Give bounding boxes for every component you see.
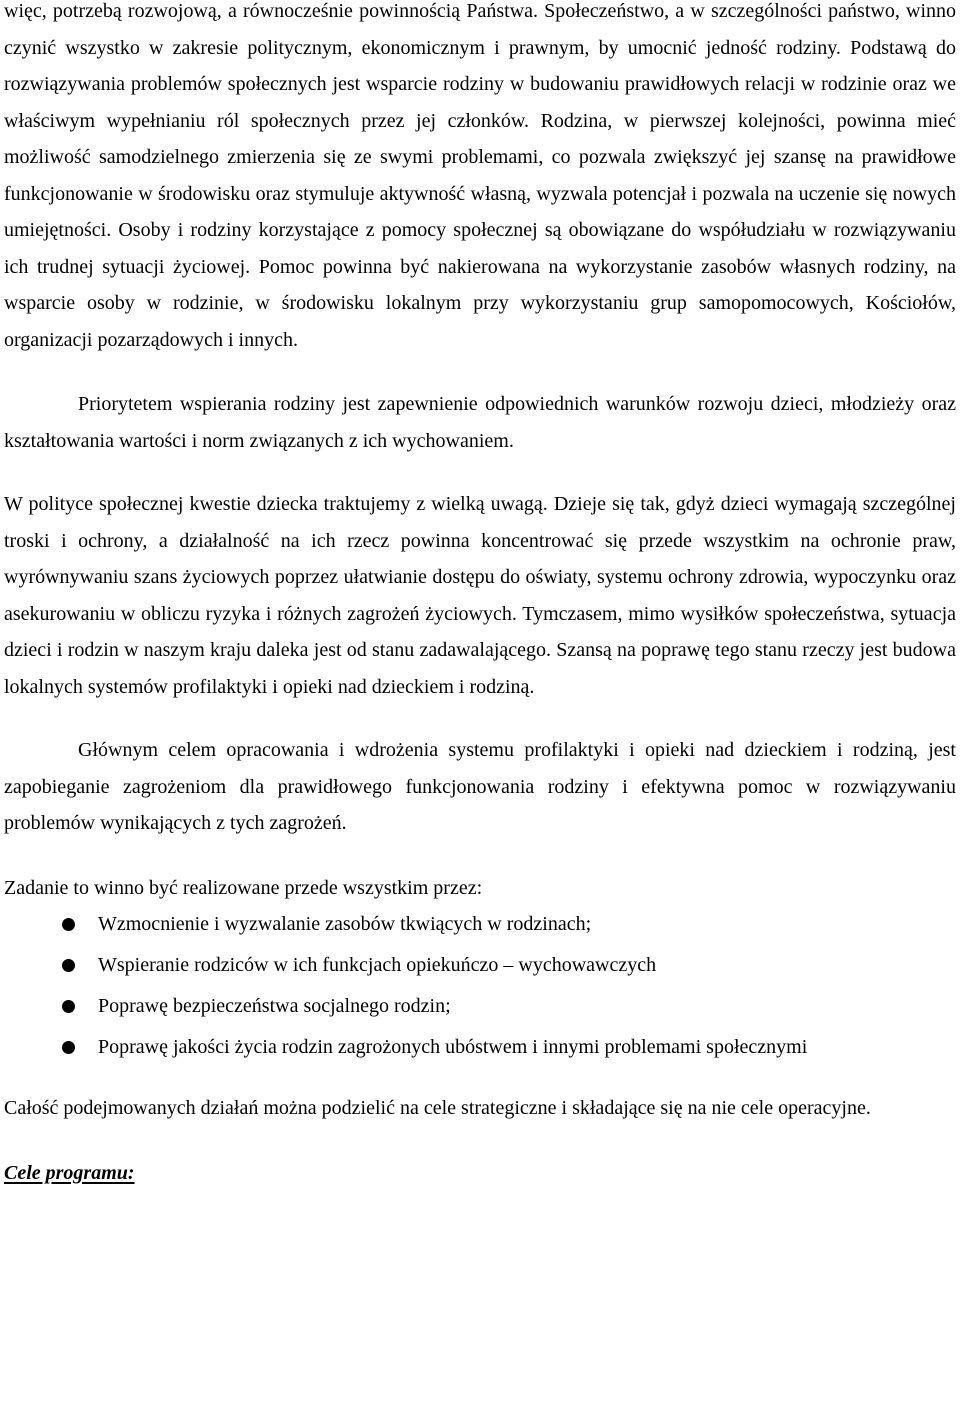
list-item <box>4 988 956 1025</box>
section-heading <box>4 1155 956 1192</box>
list-item <box>4 1029 956 1066</box>
bullet-dot-icon <box>62 1041 75 1054</box>
bullet-dot-icon <box>62 1000 75 1013</box>
paragraph-task-intro: Zadanie to winno być realizowane przede wszystkim przez: <box>4 876 483 899</box>
list-item-text: Wzmocnienie i wyzwalanie zasobów tkwiących w rodzinach; <box>98 913 592 935</box>
list-item <box>4 947 956 984</box>
paragraph-main-goal: Głównym celem opracowania i wdrożenia systemu profilaktyki i opieki nad dzieckiem i rodziną, jest zapobieganie zagrożeniom dla prawidłowego funkcjonowania rodziny i efektywna pomoc w rozwiązywaniu problemów wynikających z tych zagrożeń. <box>4 739 956 834</box>
paragraph-child-policy: W polityce społecznej kwestie dziecka traktujemy z wielką uwagą. Dzieje się tak, gdyż dzieci wymagają szczególnej troski i ochrony, a działalność na ich rzecz powinna koncentrować się przede wszystkim na ochronie praw, wyrównywaniu szans życiowych poprzez ułatwianie dostępu do oświaty, systemu ochrony zdrowia, wypoczynku oraz asekurowaniu w obliczu ryzyka i różnych zagrożeń życiowych. Tymczasem, mimo wysiłków społeczeństwa, sytuacja dzieci i rodzin w naszym kraju daleka jest od stanu zadawalającego. Szansą na poprawę tego stanu rzeczy jest budowa lokalnych systemów profilaktyki i opieki nad dzieckiem i rodziną. <box>4 493 956 698</box>
paragraph-summary: Całość podejmowanych działań można podzielić na cele strategiczne i składające się na nie cele operacyjne. <box>4 1097 871 1119</box>
list-item-text: Poprawę jakości życia rodzin zagrożonych ubóstwem i innymi problemami społecznymi <box>98 1036 808 1058</box>
list-item-text: Wspieranie rodziców w ich funkcjach opiekuńczo – wychowawczych <box>98 954 657 976</box>
paragraph-family-support: więc, potrzebą rozwojową, a równocześnie powinnością Państwa. Społeczeństwo, a w szczególności państwo, winno czynić wszystko w zakresie politycznym, ekonomicznym i prawnym, by umocnić jedność rodziny. Podstawą do rozwiązywania problemów społecznych jest wsparcie rodziny w budowaniu prawidłowych relacji w rodzinie oraz we właściwym wypełnianiu ról społecznych przez jej członków. Rodzina, w pierwszej kolejności, powinna mieć możliwość samodzielnego zmierzenia się ze swymi problemami, co pozwala zwiększyć jej szansę na prawidłowe funkcjonowanie w środowisku oraz stymuluje aktywność własną, wyzwala potencjał i pozwala na uczenie się nowych umiejętności. Osoby i rodziny korzystające z pomocy społecznej są obowiązane do współudziału w rozwiązywaniu ich trudnej sytuacji życiowej. Pomoc powinna być nakierowana na wykorzystanie zasobów własnych rodziny, na wsparcie osoby w rodzinie, w środowisku lokalnym przy wykorzystaniu grup samopomocowych, Kościołów, organizacji pozarządowych i innych. <box>4 0 956 351</box>
bullet-dot-icon <box>62 959 75 972</box>
list-item <box>4 906 956 943</box>
paragraph-priority: Priorytetem wspierania rodziny jest zapewnienie odpowiednich warunków rozwoju dzieci, młodzieży oraz kształtowania wartości i norm związanych z ich wychowaniem. <box>4 393 956 452</box>
list-item-text: Poprawę bezpieczeństwa socjalnego rodzin; <box>98 995 451 1017</box>
task-bullet-list <box>4 906 956 1066</box>
section-heading-text: Cele programu: <box>4 1161 135 1184</box>
bullet-dot-icon <box>62 918 75 931</box>
document-page <box>4 0 956 1191</box>
